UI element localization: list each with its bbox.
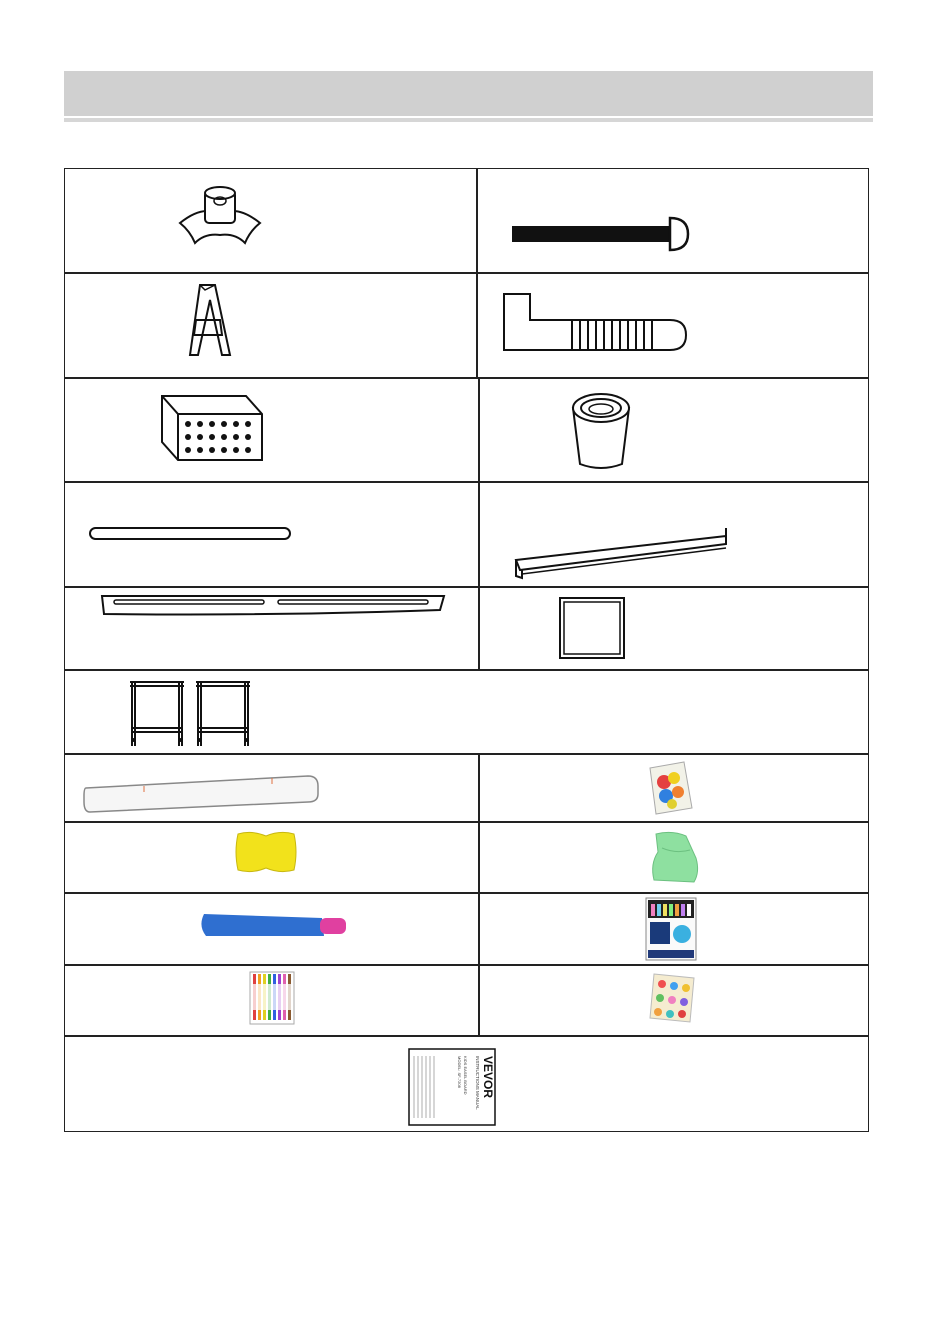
top-bar-icon [94,592,450,618]
manual-line1: KIDS EASEL BOARD [463,1056,468,1095]
manual-subtitle: INSTRUCTIONS MANUAL [475,1056,480,1110]
bolt-icon [510,212,690,257]
row-divider [65,272,868,274]
tray-rail-icon [512,524,732,584]
row-divider [65,821,868,823]
storage-bin-icon [158,392,266,464]
column-divider [478,753,480,1035]
row-divider [65,753,868,755]
section-header-bar [64,71,873,116]
stickers-icon [644,970,700,1026]
instruction-manual-icon [408,1048,496,1126]
leg-frame-icon [126,678,256,750]
magnets-bag-icon [642,760,696,816]
hinge-bracket-icon [180,280,240,360]
sponge-eraser-icon [232,828,302,876]
cup-holder-icon [568,388,634,472]
row-divider [65,377,868,379]
square-frame-icon [558,596,626,660]
header-divider [64,118,873,122]
manual-brand: VEVOR [481,1056,495,1099]
row-divider [65,481,868,483]
manual-line2: MODEL: SF-7208 [457,1056,462,1088]
crossbar-icon [88,526,292,542]
cloth-icon [646,828,702,886]
column-divider [478,377,480,669]
hook-clip-icon [500,290,690,360]
paper-roll-icon [82,772,322,814]
column-divider [476,169,478,377]
row-divider [65,892,868,894]
paint-roller-icon [196,906,350,942]
row-divider [65,669,868,671]
row-divider [65,586,868,588]
wing-nut-icon [175,183,265,258]
markers-icon [248,970,296,1026]
row-divider [65,964,868,966]
chalk-box-icon [644,896,700,962]
row-divider [65,1035,868,1037]
